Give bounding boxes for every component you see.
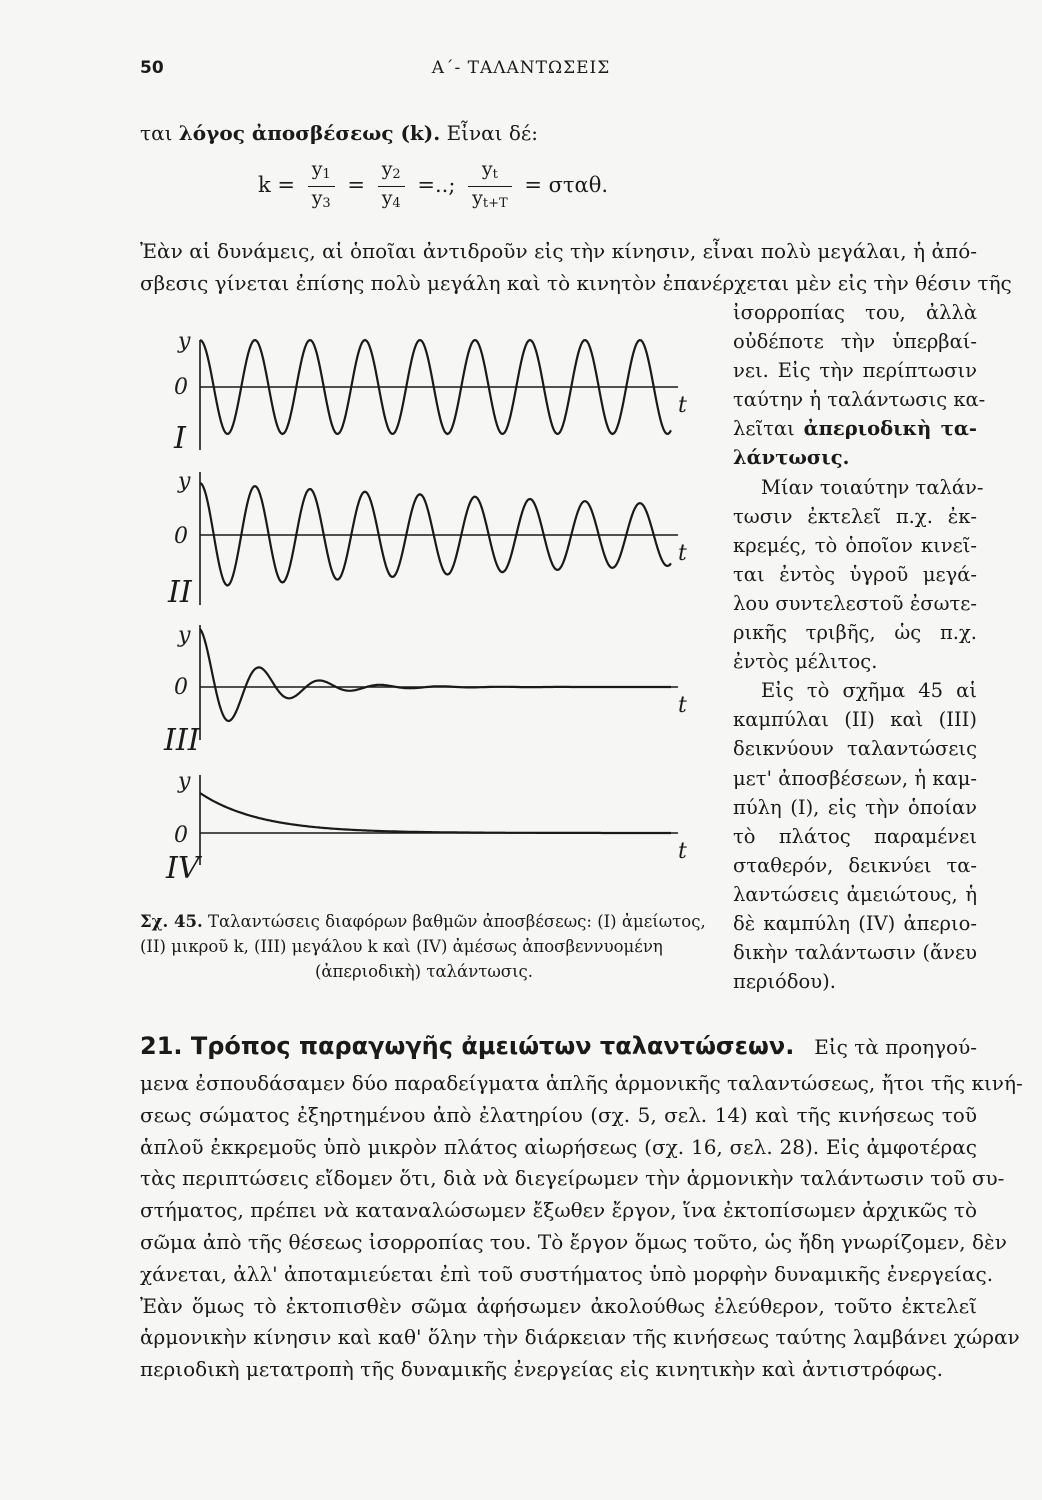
panel-1-roman-label: I bbox=[174, 421, 186, 456]
section-line-8: Ἐὰν ὅμως τὸ ἐκτοπισθὲν σῶμα ἀφήσωμεν ἀκολούθως ἐλεύθερον, τοῦτο ἐκτελεῖ bbox=[140, 1293, 977, 1318]
page-number: 50 bbox=[140, 58, 164, 78]
panel-2-t-label: t bbox=[678, 541, 687, 566]
damping-ratio-equation bbox=[258, 158, 608, 215]
side-line-24: περιόδου). bbox=[733, 970, 836, 994]
figure-caption-line-2: (ΙΙ) μικροῦ k, (ΙΙΙ) μεγάλου k καὶ (IV) ἀμέσως ἀποσβεννυομένη bbox=[140, 937, 663, 956]
panel-3-zero-label: 0 bbox=[174, 675, 188, 700]
side-line-6: λάντωσις. bbox=[733, 446, 850, 470]
fraction-2: $\frac{y_2}{y_4}$ bbox=[378, 158, 405, 215]
section-line-9: ἁρμονικὴν κίνησιν καὶ καθ' ὅλην τὴν διάρκειαν τῆς κινήσεως ταύτης λαμβάνει χώραν bbox=[140, 1325, 1020, 1350]
section-line-4: τὰς περιπτώσεις εἴδομεν ὅτι, διὰ νὰ διεγείρωμεν τὴν ἁρμονικὴν ταλάντωσιν τοῦ συ- bbox=[140, 1166, 1005, 1191]
intro-term: λόγος ἀποσβέσεως (k). bbox=[178, 121, 441, 145]
fraction-1: $\frac{y_1}{y_3}$ bbox=[308, 158, 335, 215]
eq-sign-1: = bbox=[347, 173, 365, 197]
section-line-5: στήματος, πρέπει νὰ καταναλώσωμεν ἔξωθεν ἔργον, ἵνα ἐκτοπίσωμεν ἀρχικῶς τὸ bbox=[140, 1198, 977, 1223]
side-line-4: ταύτην ἡ ταλάντωσις κα- bbox=[733, 388, 986, 412]
running-title: Α΄- ΤΑΛΑΝΤΩΣΕΙΣ bbox=[431, 58, 611, 78]
side-line-10: ται ἐντὸς ὑγροῦ μεγά- bbox=[733, 562, 977, 586]
panel-1-y-label: y bbox=[178, 329, 191, 354]
para1-line-2: σβεσις γίνεται ἐπίσης πολὺ μεγάλη καὶ τὸ κινητὸν ἐπανέρχεται μὲν εἰς τὴν θέσιν τῆς bbox=[140, 271, 1012, 295]
section-line-10: περιοδικὴ μετατροπὴ τῆς δυναμικῆς ἐνεργείας εἰς κινητικὴν καὶ ἀντιστρόφως. bbox=[140, 1357, 944, 1382]
section-line-6: σῶμα ἀπὸ τῆς θέσεως ἰσορροπίας του. Τὸ ἔργον ὅμως τοῦτο, ὡς ἤδη γνωρίζομεν, δὲν bbox=[140, 1229, 1007, 1254]
section-line-2: σεως σώματος ἐξηρτημένου ἀπὸ ἐλατηρίου (σχ. 5, σελ. 14) καὶ τῆς κινήσεως τοῦ bbox=[140, 1102, 977, 1127]
term-aperiodic: ἀπεριοδικὴ τα- bbox=[803, 417, 977, 441]
section-body bbox=[140, 1068, 1023, 1386]
side-line-22: δὲ καμπύλη (IV) ἀπεριο- bbox=[733, 911, 977, 935]
panel-3-roman-label: III bbox=[164, 723, 200, 758]
panel-4-zero-label: 0 bbox=[174, 823, 188, 848]
figure-45 bbox=[160, 320, 700, 890]
section-line-3: ἁπλοῦ ἐκκρεμοῦς ὑπὸ μικρὸν πλάτος αἰωρήσεως (σχ. 16, σελ. 28). Εἰς ἀμφοτέρας bbox=[140, 1134, 977, 1159]
section-line-1: μενα ἐσπουδάσαμεν δύο παραδείγματα ἁπλῆς ἁρμονικῆς ταλαντώσεως, ἤτοι τῆς κινή- bbox=[140, 1071, 1023, 1095]
panel-2-small-damping-curve bbox=[200, 483, 671, 585]
side-line-16: δεικνύουν ταλαντώσεις bbox=[733, 737, 977, 761]
panel-1-t-label: t bbox=[678, 393, 687, 418]
side-line-9: κρεμές, τὸ ὁποῖον κινεῖ- bbox=[733, 533, 977, 557]
side-line-19: τὸ πλάτος παραμένει bbox=[733, 824, 977, 848]
side-line-18: πύλη (Ι), εἰς τὴν ὁποίαν bbox=[733, 795, 977, 819]
side-line-23: δικὴν ταλάντωσιν (ἄνευ bbox=[733, 941, 977, 965]
panel-4-y-label: y bbox=[178, 769, 191, 794]
section-heading: 21. Τρόπος παραγωγῆς ἀμειώτων ταλαντώσεων. bbox=[140, 1032, 795, 1060]
side-line-2: οὐδέποτε τὴν ὑπερβαί- bbox=[733, 330, 977, 354]
section-heading-line bbox=[140, 1033, 977, 1060]
side-line-5: λεῖται ἀπεριοδικὴ τα- bbox=[733, 417, 977, 441]
intro-suffix: Εἶναι δέ: bbox=[440, 121, 539, 145]
figure-caption-line-3: (ἀπεριοδικὴ) ταλάντωσις. bbox=[314, 962, 534, 981]
side-line-20: σταθερόν, δεικνύει τα- bbox=[733, 853, 977, 877]
panel-1-zero-label: 0 bbox=[174, 375, 188, 400]
side-line-13: ἐντὸς μέλιτος. bbox=[733, 650, 878, 674]
panel-4-roman-label: IV bbox=[166, 851, 200, 886]
panel-3-large-damping-curve bbox=[200, 629, 671, 721]
side-line-7: Μίαν τοιαύτην ταλάν- bbox=[761, 475, 984, 499]
figure-caption-label: Σχ. 45. bbox=[140, 912, 203, 931]
side-line-14: Εἰς τὸ σχῆμα 45 αἱ bbox=[761, 679, 977, 703]
panel-4-aperiodic-curve bbox=[200, 793, 671, 833]
side-line-21: λαντώσεις ἀμειώτους, ἡ bbox=[733, 882, 977, 906]
side-line-11: λου συντελεστοῦ ἐσωτε- bbox=[733, 591, 977, 615]
eq-ellipsis: =..; bbox=[417, 173, 456, 197]
side-line-12: ρικῆς τριβῆς, ὡς π.χ. bbox=[733, 621, 977, 645]
panel-2-y-label: y bbox=[178, 469, 191, 494]
panel-2-roman-label: II bbox=[168, 575, 192, 610]
panel-4-t-label: t bbox=[678, 839, 687, 864]
figure-caption-line-1: Σχ. 45. Ταλαντώσεις διαφόρων βαθμῶν ἀποσβέσεως: (Ι) ἀμείωτος, bbox=[140, 912, 706, 931]
side-line-15: καμπύλαι (ΙΙ) καὶ (ΙΙΙ) bbox=[733, 708, 977, 732]
eq-rhs: = σταθ. bbox=[524, 173, 609, 197]
side-line-3: νει. Εἰς τὴν περίπτωσιν bbox=[733, 359, 977, 383]
panel-2-zero-label: 0 bbox=[174, 524, 188, 549]
side-line-8: τωσιν ἐκτελεῖ π.χ. ἐκ- bbox=[733, 504, 977, 528]
intro-prefix: ται bbox=[140, 121, 179, 145]
intro-line bbox=[140, 120, 538, 146]
panel-3-y-label: y bbox=[178, 623, 191, 648]
para1-line-1: Ἐὰν αἱ δυνάμεις, αἱ ὁποῖαι ἀντιδροῦν εἰς τὴν κίνησιν, εἶναι πολὺ μεγάλαι, ἡ ἀπό- bbox=[140, 239, 977, 263]
eq-lhs: k = bbox=[258, 173, 295, 197]
side-line-17: μετ' ἀποσβέσεων, ἡ καμ- bbox=[733, 766, 977, 790]
side-line-1: ἰσορροπίας του, ἀλλὰ bbox=[733, 301, 977, 324]
section-line-7: χάνεται, ἀλλ' ἀποταμιεύεται ἐπὶ τοῦ συστήματος ὑπὸ μορφὴν δυναμικῆς ἐνεργείας. bbox=[140, 1261, 994, 1286]
panel-3-t-label: t bbox=[678, 693, 687, 718]
side-column bbox=[733, 298, 986, 996]
section-first-line-rest: Εἰς τὰ προηγού- bbox=[814, 1035, 977, 1059]
fraction-3: $\frac{y_t}{y_{t+T}}$ bbox=[468, 158, 512, 215]
